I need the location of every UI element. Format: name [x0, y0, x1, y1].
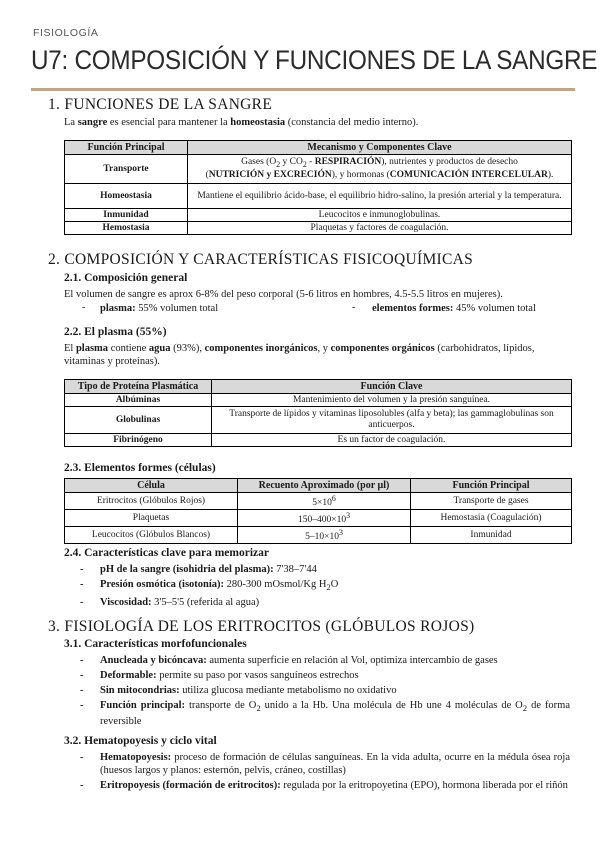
bullet-dash: - [352, 302, 356, 313]
cell-function: Inmunidad [411, 527, 572, 544]
protein-globulinas-desc: Transporte de lípidos y vitaminas liposolubles (alfa y beta); las gammaglobulinas son anticuerpos. [212, 407, 572, 434]
subject-label: FISIOLOGÍA [33, 27, 99, 39]
proteins-header-2: Función Clave [212, 380, 572, 394]
bullet-dash: - [82, 302, 86, 313]
function-homeostasia: Homeostasia [65, 184, 188, 209]
subsection-3-2-title: 3.2. Hematopoyesis y ciclo vital [64, 735, 217, 747]
protein-fibrinogeno: Fibrinógeno [65, 434, 212, 447]
section-1-intro: La sangre es esencial para mantener la homeostasia (constancia del medio interno). [64, 117, 419, 128]
list-item: - Deformable: permite su paso por vasos sanguíneos estrechos [80, 669, 570, 682]
functions-header-2: Mecanismo y Componentes Clave [188, 141, 572, 155]
key-characteristics-list [80, 563, 570, 611]
morphofunctional-list [80, 654, 570, 730]
list-item: - Función principal: transporte de $O_2$ unido a la Hb. Una molécula de Hb une 4 moléculas de $O_2$ de forma reversible [80, 699, 570, 728]
cells-header-1: Célula [65, 479, 238, 493]
protein-fibrinogeno-desc: Es un factor de coagulación. [212, 434, 572, 447]
cell-name: Plaquetas [65, 510, 238, 527]
cell-function: Transporte de gases [411, 493, 572, 510]
hematopoiesis-list [80, 751, 570, 794]
list-item: - Anucleada y bicóncava: aumenta superficie en relación al Vol, optimiza intercambio de gases [80, 654, 570, 667]
subsection-2-1-title: 2.1. Composición general [64, 272, 188, 284]
plasma-paragraph: El plasma contiene agua (93%), componentes inorgánicos, y componentes orgánicos (carbohidratos, lípidos, vitaminas y proteínas). [64, 343, 535, 367]
cell-count: $5\times 10^6$ [238, 493, 411, 510]
table-row [65, 209, 572, 222]
cells-header-2: Recuento Aproximado (por µl) [238, 479, 411, 493]
subsection-2-4-title: 2.4. Características clave para memorizar [64, 547, 270, 559]
subsection-2-3-title: 2.3. Elementos formes (células) [64, 462, 216, 474]
table-row [65, 527, 572, 544]
table-row [65, 155, 572, 184]
table-row [65, 394, 572, 407]
title-divider [31, 88, 575, 91]
function-homeostasia-desc: Mantiene el equilibrio ácido-base, el equilibrio hidro-salino, la presión arterial y la temperatura. [188, 184, 572, 209]
subsection-2-2-title: 2.2. El plasma (55%) [64, 326, 167, 338]
table-row [65, 434, 572, 447]
proteins-header-1: Tipo de Proteína Plasmática [65, 380, 212, 394]
table-row [65, 222, 572, 235]
table-row [65, 407, 572, 434]
section-2-title: 2. COMPOSICIÓN Y CARACTERÍSTICAS FISICOQUÍMICAS [48, 251, 474, 268]
subsection-3-1-title: 3.1. Características morfofuncionales [64, 638, 247, 650]
function-hemostasia-desc: Plaquetas y factores de coagulación. [188, 222, 572, 235]
protein-globulinas: Globulinas [65, 407, 212, 434]
functions-table [64, 140, 572, 235]
cell-function: Hemostasia (Coagulación) [411, 510, 572, 527]
cell-count: $150-400\times 10^3$ [238, 510, 411, 527]
list-item: - Viscosidad: 3'5–5'5 (referida al agua) [80, 596, 570, 609]
cells-header-3: Función Principal [411, 479, 572, 493]
list-item: - Presión osmótica (isotonía): 280-300 mOsmol/Kg $H_2O$ [80, 578, 570, 594]
list-item: - pH de la sangre (isohidria del plasma): 7'38–7'44 [80, 563, 570, 576]
cell-name: Eritrocitos (Glóbulos Rojos) [65, 493, 238, 510]
function-transporte-desc: Gases ($O_2$ y $CO_2$ - RESPIRACIÓN), nutrientes y productos de desecho (NUTRICIÓN y EXCRECIÓN), y hormonas (COMUNICACIÓN INTERCELULAR). [188, 155, 572, 184]
cell-count: $5-10\times 10^3$ [238, 527, 411, 544]
list-item: - Eritropoyesis (formación de eritrocitos): regulada por la eritropoyetina (EPO), hormona liberada por el riñón [80, 779, 570, 792]
functions-header-1: Función Principal [65, 141, 188, 155]
composition-paragraph: El volumen de sangre es aprox 6-8% del peso corporal (5-6 litros en hombres, 4.5-5.5 litros en mujeres). [64, 289, 503, 300]
plasma-volume: plasma: 55% volumen total [100, 303, 219, 314]
table-row [65, 510, 572, 527]
section-3-title: 3. FISIOLOGÍA DE LOS ERITROCITOS (GLÓBULOS ROJOS) [48, 618, 475, 635]
table-row [65, 493, 572, 510]
list-item: - Hematopoyesis: proceso de formación de células sanguíneas. En la vida adulta, ocurre en la médula ósea roja (huesos largos y planos: esternón, pelvis, cráneo, costillas) [80, 751, 570, 777]
list-item: - Sin mitocondrias: utiliza glucosa mediante metabolismo no oxidativo [80, 684, 570, 697]
function-hemostasia: Hemostasia [65, 222, 188, 235]
function-inmunidad-desc: Leucocitos e inmunoglobulinas. [188, 209, 572, 222]
protein-albuminas: Albúminas [65, 394, 212, 407]
function-transporte: Transporte [65, 155, 188, 184]
cell-name: Leucocitos (Glóbulos Blancos) [65, 527, 238, 544]
section-1-title: 1. FUNCIONES DE LA SANGRE [48, 96, 273, 113]
table-row [65, 184, 572, 209]
protein-albuminas-desc: Mantenimiento del volumen y la presión sanguínea. [212, 394, 572, 407]
plasma-proteins-table [64, 379, 572, 447]
page-title: U7: COMPOSICIÓN Y FUNCIONES DE LA SANGRE [31, 45, 598, 75]
formed-elements-table [64, 478, 572, 544]
formed-elements-volume: elementos formes: 45% volumen total [372, 303, 536, 314]
function-inmunidad: Inmunidad [65, 209, 188, 222]
